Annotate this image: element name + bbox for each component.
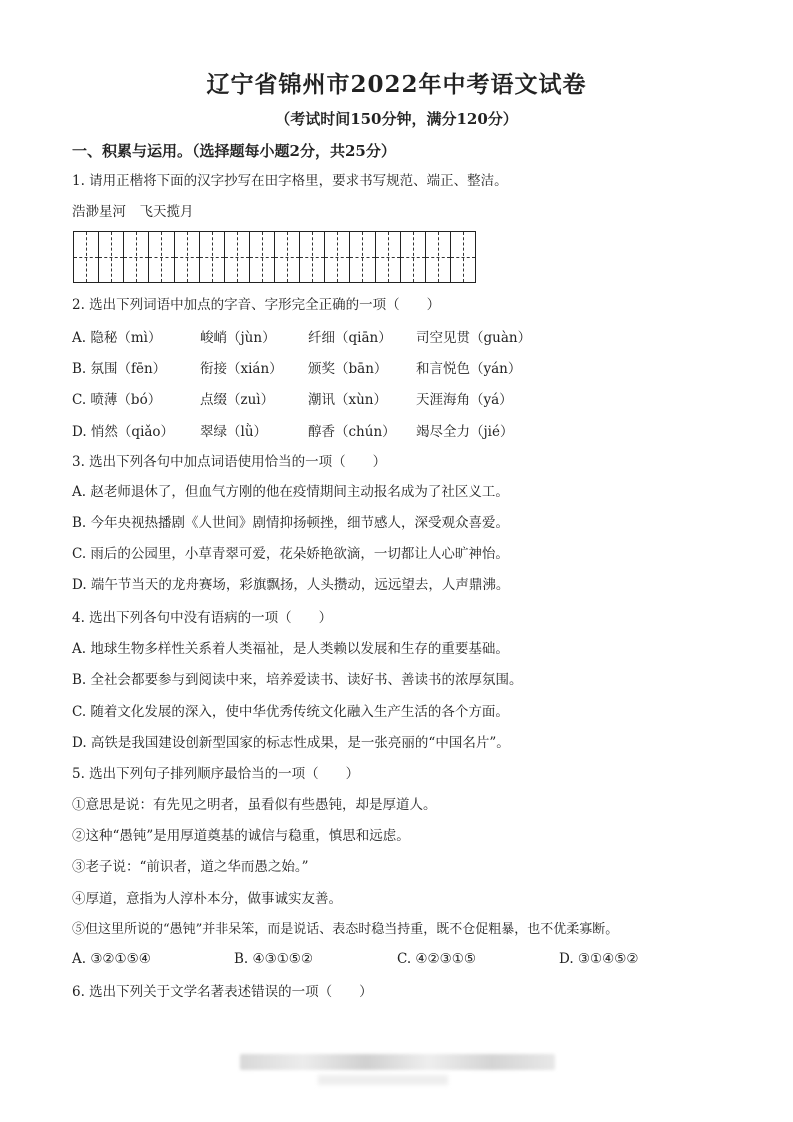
q4-stem: 4. 选出下列各句中没有语病的一项（ ） xyxy=(72,610,333,626)
grid-cell[interactable] xyxy=(451,232,475,282)
q2-option-item: 司空见贯（guàn） xyxy=(416,330,532,346)
q5-stem: 5. 选出下列句子排列顺序最恰当的一项（ ） xyxy=(72,766,360,782)
q1-stem: 1. 请用正楷将下面的汉字抄写在田字格里，要求书写规范、端正、整洁。 xyxy=(72,173,508,189)
q3-option-b: B. 今年央视热播剧《人世间》剧情抑扬顿挫，细节感人，深受观众喜爱。 xyxy=(72,515,510,531)
grid-cell[interactable] xyxy=(300,232,325,282)
grid-cell[interactable] xyxy=(225,232,250,282)
q3-stem: 3. 选出下列各句中加点词语使用恰当的一项（ ） xyxy=(72,454,387,470)
blurred-footer-sub xyxy=(318,1075,448,1085)
q5-sentence-1: ①意思是说：有先见之明者，虽看似有些愚钝，却是厚道人。 xyxy=(72,797,437,813)
grid-cell[interactable] xyxy=(175,232,200,282)
q2-option-item: B. 氛围（fēn） xyxy=(72,361,167,377)
q5-sentence-2: ②这种“愚钝”是用厚道奠基的诚信与稳重，慎思和远虑。 xyxy=(72,828,410,844)
grid-cell[interactable] xyxy=(350,232,375,282)
q5-sentence-3: ③老子说：“前识者，道之华而愚之始。” xyxy=(72,859,309,875)
q5-choice-b: B. ④③①⑤② xyxy=(234,951,314,967)
q2-option-item: 峻峭（jùn） xyxy=(200,330,276,346)
q2-option-item: 天涯海角（yá） xyxy=(416,392,513,408)
q3-option-d: D. 端午节当天的龙舟赛场，彩旗飘扬，人头攒动，远远望去，人声鼎沸。 xyxy=(72,577,510,593)
grid-cell[interactable] xyxy=(99,232,124,282)
grid-cell[interactable] xyxy=(426,232,451,282)
q3-option-c: C. 雨后的公园里，小草青翠可爱，花朵娇艳欲滴，一切都让人心旷神怡。 xyxy=(72,546,509,562)
grid-cell[interactable] xyxy=(325,232,350,282)
q4-option-c: C. 随着文化发展的深入，使中华优秀传统文化融入生产生活的各个方面。 xyxy=(72,704,509,720)
exam-info: （考试时间150分钟，满分120分） xyxy=(275,110,518,128)
q5-choice-a: A. ③②①⑤④ xyxy=(72,951,151,967)
q6-stem: 6. 选出下列关于文学名著表述错误的一项（ ） xyxy=(72,984,373,1000)
grid-cell[interactable] xyxy=(149,232,174,282)
q2-option-item: 点缀（zuì） xyxy=(200,392,275,408)
q2-option-item: 潮讯（xùn） xyxy=(308,392,388,408)
grid-cell[interactable] xyxy=(401,232,426,282)
grid-cell[interactable] xyxy=(376,232,401,282)
q2-option-item: 翠绿（lǜ） xyxy=(200,424,268,440)
q2-option-item: 纤细（qiān） xyxy=(308,330,392,346)
tianzi-grid[interactable] xyxy=(73,231,476,283)
blurred-footer xyxy=(240,1054,555,1070)
q2-option-item: 竭尽全力（jié） xyxy=(416,424,514,440)
q2-option-item: 和言悦色（yán） xyxy=(416,361,522,377)
grid-cell[interactable] xyxy=(124,232,149,282)
q1-words: 浩渺星河 飞天揽月 xyxy=(72,204,194,220)
grid-cell[interactable] xyxy=(275,232,300,282)
q2-option-item: C. 喷薄（bó） xyxy=(72,392,162,408)
section-heading: 一、积累与运用。（选择题每小题2分，共25分） xyxy=(72,142,396,160)
q5-sentence-4: ④厚道，意指为人淳朴本分，做事诚实友善。 xyxy=(72,891,342,907)
q4-option-a: A. 地球生物多样性关系着人类福祉，是人类赖以发展和生存的重要基础。 xyxy=(72,641,509,657)
q5-choice-d: D. ③①④⑤② xyxy=(559,951,639,967)
q5-choice-c: C. ④②③①⑤ xyxy=(397,951,476,967)
q4-option-b: B. 全社会都要参与到阅读中来，培养爱读书、读好书、善读书的浓厚氛围。 xyxy=(72,672,523,688)
page-title: 辽宁省锦州市2022年中考语文试卷 xyxy=(206,71,587,98)
q2-option-item: 颁奖（bān） xyxy=(308,361,388,377)
q3-option-a: A. 赵老师退休了，但血气方刚的他在疫情期间主动报名成为了社区义工。 xyxy=(72,484,509,500)
q2-option-item: 衔接（xián） xyxy=(200,361,283,377)
grid-cell[interactable] xyxy=(200,232,225,282)
q4-option-d: D. 高铁是我国建设创新型国家的标志性成果，是一张亮丽的“中国名片”。 xyxy=(72,735,510,751)
q2-option-item: 醇香（chún） xyxy=(308,424,396,440)
q5-sentence-5: ⑤但这里所说的“愚钝”并非呆笨，而是说话、表态时稳当持重，既不仓促粗暴，也不优柔寡断。 xyxy=(72,922,619,937)
grid-cell[interactable] xyxy=(250,232,275,282)
grid-cell[interactable] xyxy=(74,232,99,282)
q2-option-item: D. 悄然（qiǎo） xyxy=(72,424,175,440)
q2-stem: 2. 选出下列词语中加点的字音、字形完全正确的一项（ ） xyxy=(72,297,441,313)
q2-option-item: A. 隐秘（mì） xyxy=(72,330,162,346)
